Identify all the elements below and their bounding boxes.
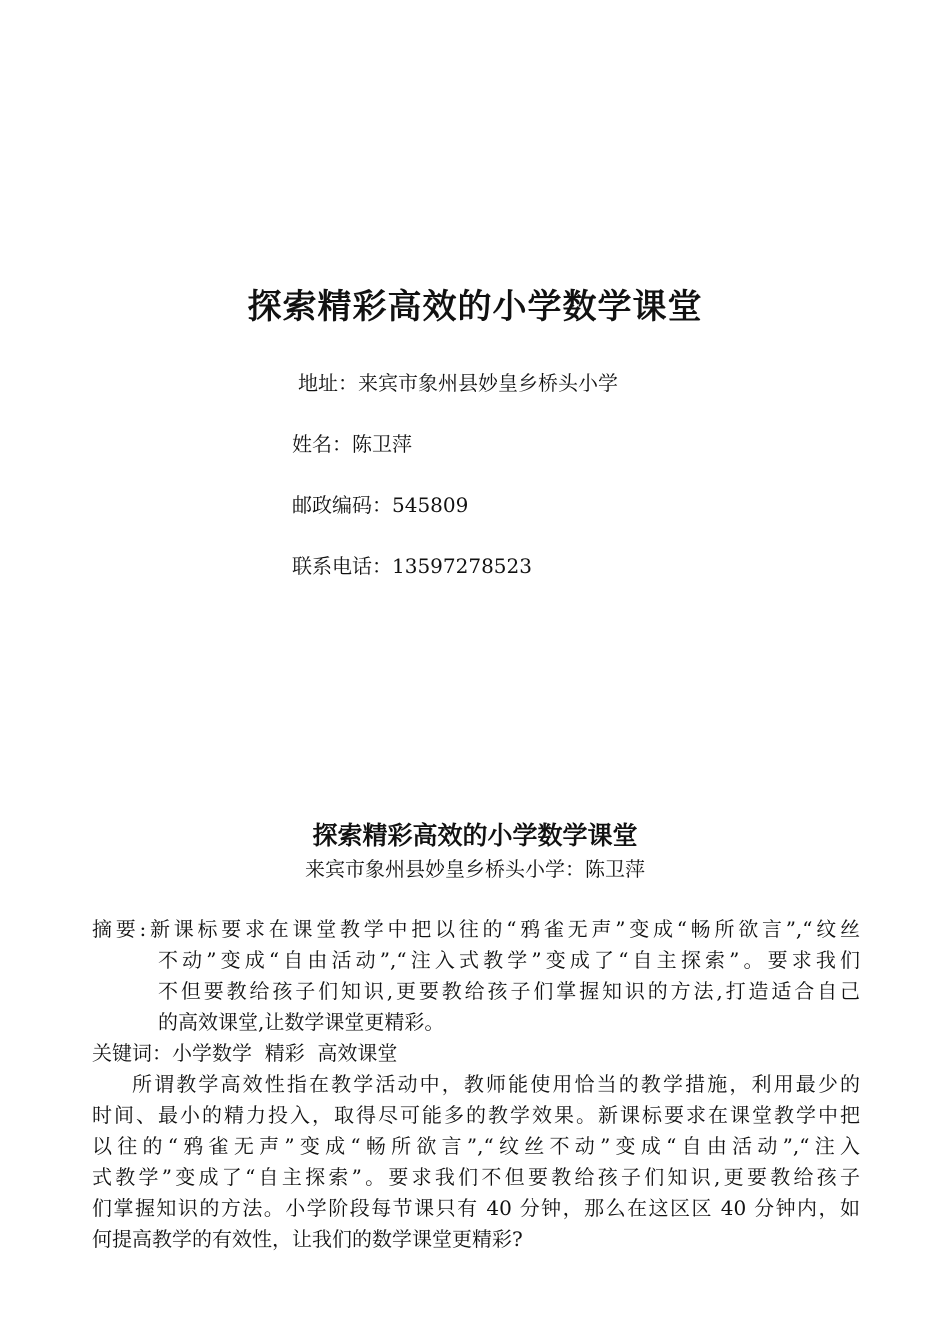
paragraph-line: 们掌握知识的方法。小学阶段每节课只有 40 分钟，那么在这区区 40 分钟内，如 <box>92 1196 860 1220</box>
paragraph-line: 时间、最小的精力投入，取得尽可能多的教学效果。新课标要求在课堂教学中把 <box>92 1103 860 1127</box>
keywords: 关键词：小学数学 精彩 高效课堂 <box>92 1041 398 1065</box>
postcode-line: 邮政编码：545809 <box>292 493 469 517</box>
address-line: 地址：来宾市象州县妙皇乡桥头小学 <box>298 371 618 395</box>
abstract-line: 不动”变成“自由活动”,“注入式教学”变成了“自主探索”。要求我们 <box>158 948 860 972</box>
body-paragraph <box>92 1069 860 1255</box>
cover-title: 探索精彩高效的小学数学课堂 <box>247 287 703 327</box>
abstract-line: 摘要:新课标要求在课堂教学中把以往的“鸦雀无声”变成“畅所欲言”,“纹丝 <box>92 917 860 941</box>
paragraph-line: 所谓教学高效性指在教学活动中，教师能使用恰当的教学措施，利用最少的 <box>132 1072 860 1096</box>
abstract-line: 的高效课堂,让数学课堂更精彩。 <box>158 1010 445 1034</box>
phone-line: 联系电话：13597278523 <box>292 554 532 578</box>
author-name-line: 姓名：陈卫萍 <box>292 432 412 456</box>
paragraph-line: 式教学”变成了“自主探索”。要求我们不但要教给孩子们知识,更要教给孩子 <box>92 1165 860 1189</box>
abstract <box>92 914 860 1038</box>
paragraph-line: 何提高教学的有效性，让我们的数学课堂更精彩? <box>92 1227 523 1251</box>
article-title: 探索精彩高效的小学数学课堂 <box>312 821 638 850</box>
article-byline: 来宾市象州县妙皇乡桥头小学：陈卫萍 <box>305 857 645 881</box>
abstract-line: 不但要教给孩子们知识,更要教给孩子们掌握知识的方法,打造适合自己 <box>158 979 860 1003</box>
paragraph-line: 以往的“鸦雀无声”变成“畅所欲言”,“纹丝不动”变成“自由活动”,“注入 <box>92 1134 860 1158</box>
